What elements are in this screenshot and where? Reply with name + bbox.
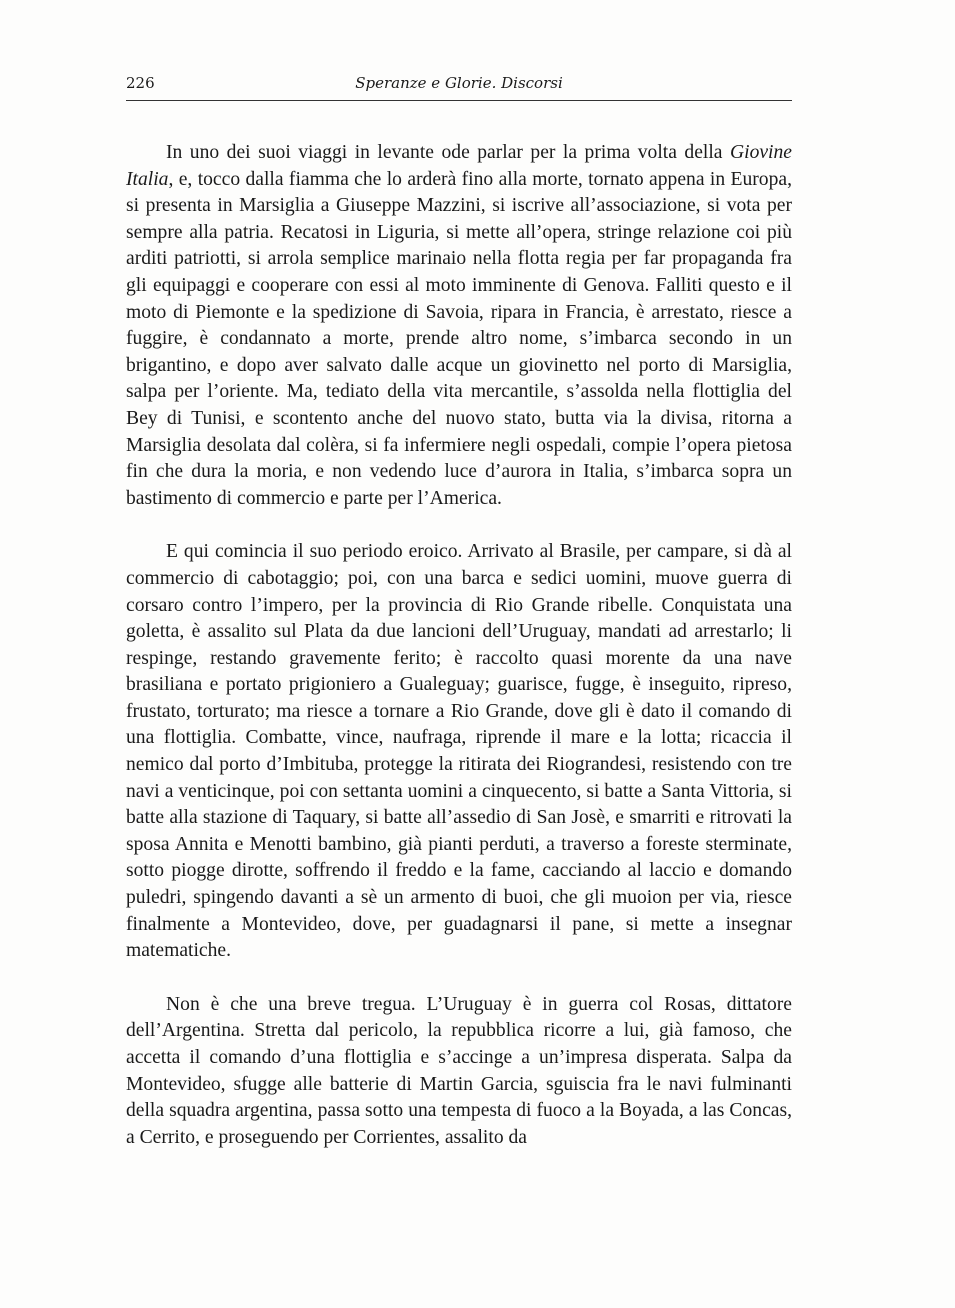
paragraph-2: E qui comincia il suo periodo eroico. Arrivato al Brasile, per campare, si dà al commercio di cabotaggio; poi, con una barca e sedici uomini, muove guerra di corsaro contro l’impero, per la provincia di Rio Grande ribelle. Conquistata una goletta, è assalito sul Plata da due lancioni dell’Uruguay, mandati ad arrestarlo; li respinge, restando gravemente ferito; è raccolto quasi morente da una nave brasiliana e portato prigioniero a Gualeguay; guarisce, fugge, è inseguito, ripreso, frustato, torturato; ma riesce a tornare a Rio Grande, dove gli è dato il comando di una flottiglia. Combatte, vince, naufraga, riprende il mare e la lotta; ricaccia il nemico dal porto d’Imbituba, protegge la ritirata dei Riograndesi, resistendo con tre navi a venticinque, poi con settanta uomini a cinquecento, si batte a Santa Vittoria, si batte alla stazione di Taquary, si batte all’assedio di San Josè, e smarriti e ritrovati la sposa Annita e Menotti bambino, già pianti perduti, a traverso a foreste sterminate, sotto piogge dirotte, soffrendo il freddo e la fame, cacciando al laccio e domando puledri, spingendo davanti a sè un armento di buoi, che gli muoion per via, riesce finalmente a Montevideo, dove, per guadagnarsi il pane, si mette a insegnar matematiche. xyxy=(126,541,792,962)
paragraph-3: Non è che una breve tregua. L’Uruguay è in guerra col Rosas, dittatore dell’Argentina. Stretta dal pericolo, la repubblica ricorre a lui, già famoso, che accetta il comando d’una flottiglia e s’accinge a un’impresa disperata. Salpa da Montevideo, sfugge alle batterie di Martin Garcia, sguiscia fra le navi fulminanti della squadra argentina, passa sotto una tempesta di fuoco a la Boyada, a las Concas, a Cerrito, e proseguendo per Corrientes, assalito da xyxy=(126,993,792,1148)
body-text xyxy=(126,140,792,1151)
paragraph-1 xyxy=(126,140,792,512)
paragraph-1-lead: In uno dei suoi viaggi in levante ode parlar per la prima volta della xyxy=(166,142,730,163)
paragraph-1-italic-title: Giovine Italia xyxy=(126,142,792,190)
page-number: 226 xyxy=(126,74,155,92)
paragraph-1-rest: , e, tocco dalla fiamma che lo arderà fino alla morte, tornato appena in Europa, si presenta in Marsiglia a Giuseppe Mazzini, si iscrive all’associazione, si vota per sempre alla patria. Recatosi in Liguria, si mette all’opera, stringe relazione coi più arditi patriotti, si arrola semplice marinaio nella flotta regia per far propaganda fra gli equipaggi e cooperare con essi al moto imminente di Genova. Falliti questo e il moto di Piemonte e la spedizione di Savoia, ripara in Francia, è arrestato, riesce a fuggire, è condannato a morte, prende altro nome, s’imbarca secondo in un brigantino, e dopo aver salvato dalle acque un giovinetto nel porto di Marsiglia, salpa per l’oriente. Ma, tediato della vita mercantile, s’assolda nella flottiglia del Bey di Tunisi, e scontento anche del nuovo stato, butta via la divisa, ritorna a Marsiglia desolata dal colèra, si fa infermiere negli ospedali, compie l’opera pietosa fin che dura la moria, e non vedendo luce d’aurora in Italia, s’imbarca sopra un bastimento di commercio e parte per l’America. xyxy=(126,168,792,509)
page-header xyxy=(126,74,792,101)
running-title: Speranze e Glorie. Discorsi xyxy=(355,74,563,92)
